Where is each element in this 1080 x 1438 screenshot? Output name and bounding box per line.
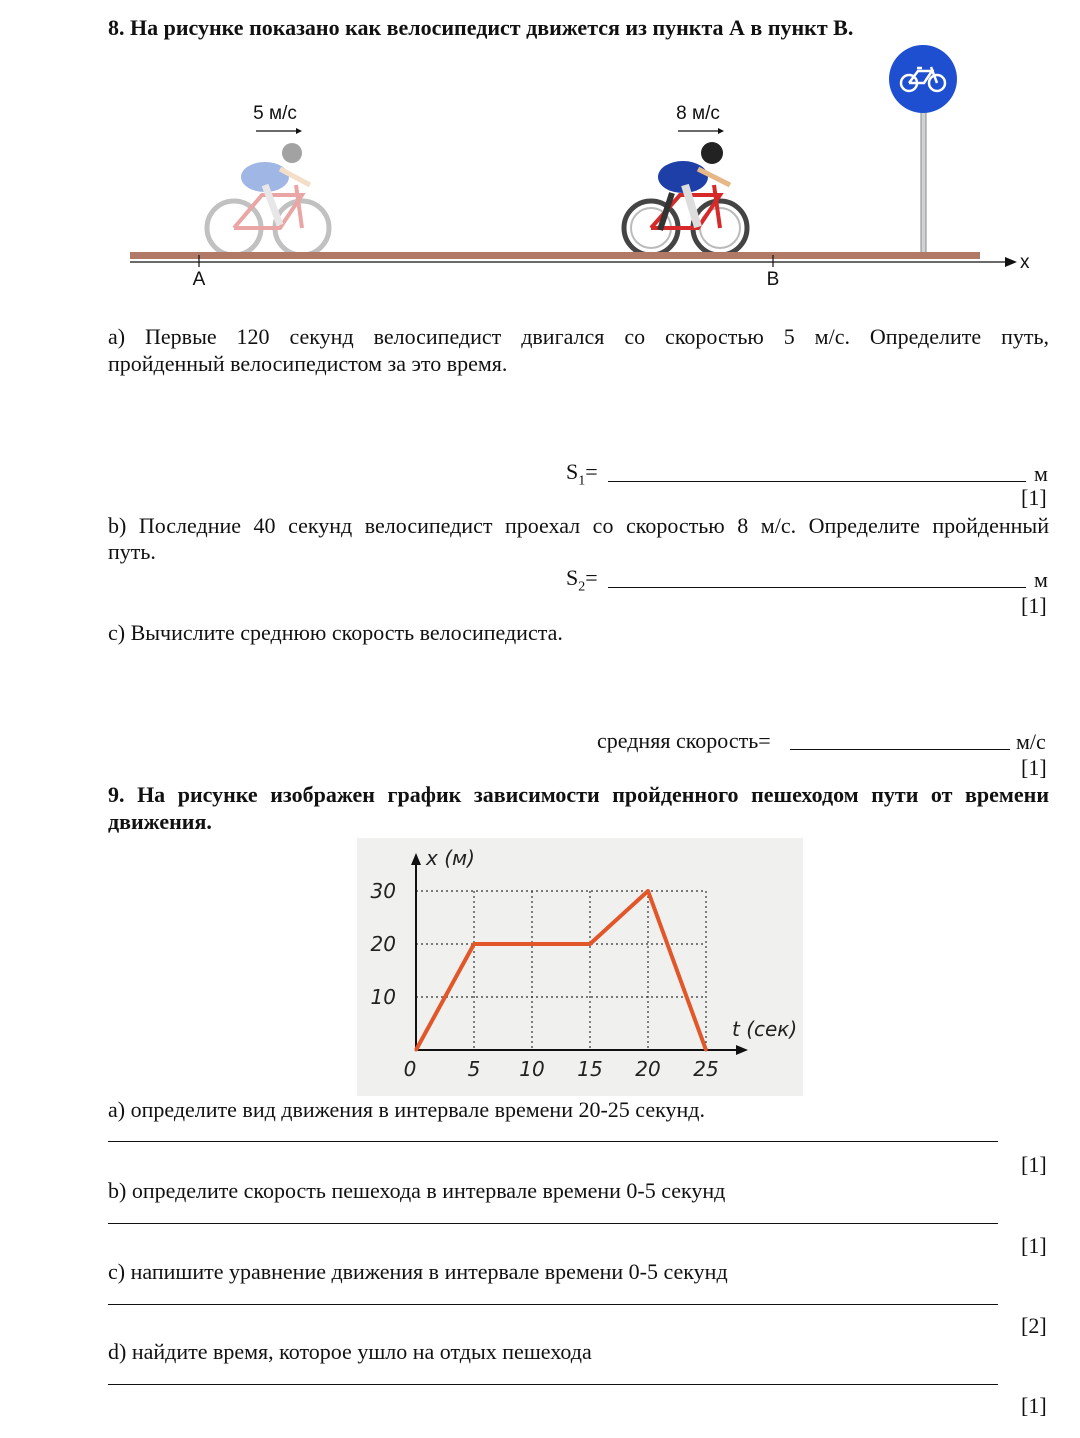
q9d-text: d) найдите время, которое ушло на отдых пешехода [108,1339,592,1364]
q8-title: 8. На рисунке показано как велосипедист движется из пункта А в пункт В. [108,15,854,40]
avg-speed-label: средняя скорость= [597,728,771,753]
data-point-3 [589,943,592,946]
q9a-text: a) определите вид движения в интервале времени 20-25 секунд. [108,1097,705,1122]
x-tick-label-15: 15 [577,1057,603,1081]
cyclist-a-image [207,143,329,255]
data-point-2 [531,943,534,946]
s2-label: $S_2=$ [566,565,598,595]
x-axis-label-chart: t (сек) [732,1017,798,1041]
q8a-text-line1: a) Первые 120 секунд велосипедист двигался со скоростью 5 м/с. Определите путь, [108,324,1049,349]
q8a-text-line2: пройденный велосипедистом за это время. [108,351,508,376]
s1-label: $S_1=$ [566,459,598,489]
mark-3: [1] [1021,755,1047,780]
data-point-1 [473,943,476,946]
q9-title-line2: движения. [108,809,212,834]
x-axis-label: x [1020,252,1030,273]
point-a-label: A [192,269,206,290]
data-point-4 [647,890,650,893]
bicycle-sign [889,45,957,113]
s2-unit: м [1034,567,1048,592]
cyclist-figure [120,45,1040,295]
q9d-answer-line[interactable] [108,1384,998,1385]
mark-2: [1] [1021,593,1047,618]
data-point-0 [415,1049,418,1052]
x-tick-label-20: 20 [635,1057,661,1081]
q9c-text: c) напишите уравнение движения в интервале времени 0-5 секунд [108,1259,728,1284]
road [130,252,980,259]
q9a-answer-line[interactable] [108,1141,998,1142]
q9c-mark: [2] [1021,1313,1047,1338]
speed-label-a: 5 м/с [253,103,297,124]
y-tick-label-30: 30 [370,879,396,903]
x-tick-label-0: 0 [403,1057,417,1081]
mark-1: [1] [1021,485,1047,510]
cyclist-b-image [624,142,747,255]
q9a-mark: [1] [1021,1152,1047,1177]
q8c-text: c) Вычислите среднюю скорость велосипедиста. [108,620,563,645]
y-axis-label: x (м) [426,846,475,870]
q9b-text: b) определите скорость пешехода в интервале времени 0-5 секунд [108,1178,726,1203]
q9-title-line1: 9. На рисунке изображен график зависимости пройденного пешеходом пути от времени [108,782,1049,807]
sign-pole [921,105,926,255]
q8b-text-line1: b) Последние 40 секунд велосипедист проехал со скоростью 8 м/с. Определите пройденный [108,513,1049,538]
s2-answer-line[interactable] [608,587,1026,588]
q9b-mark: [1] [1021,1233,1047,1258]
y-tick-label-10: 10 [370,985,396,1009]
q9b-answer-line[interactable] [108,1223,998,1224]
q9d-mark: [1] [1021,1393,1047,1418]
q8b-text-line2: путь. [108,539,156,564]
s1-unit: м [1034,461,1048,486]
point-b-label: B [766,269,780,290]
avg-speed-answer-line[interactable] [790,749,1010,750]
y-tick-label-20: 20 [370,932,396,956]
x-tick-label-25: 25 [693,1057,719,1081]
speed-label-b: 8 м/с [676,103,720,124]
avg-speed-unit: м/с [1016,729,1046,754]
x-tick-label-5: 5 [467,1057,481,1081]
x-tick-label-10: 10 [519,1057,545,1081]
data-point-5 [705,1049,708,1052]
s1-answer-line[interactable] [608,481,1026,482]
distance-time-chart [357,838,803,1096]
q9c-answer-line[interactable] [108,1304,998,1305]
